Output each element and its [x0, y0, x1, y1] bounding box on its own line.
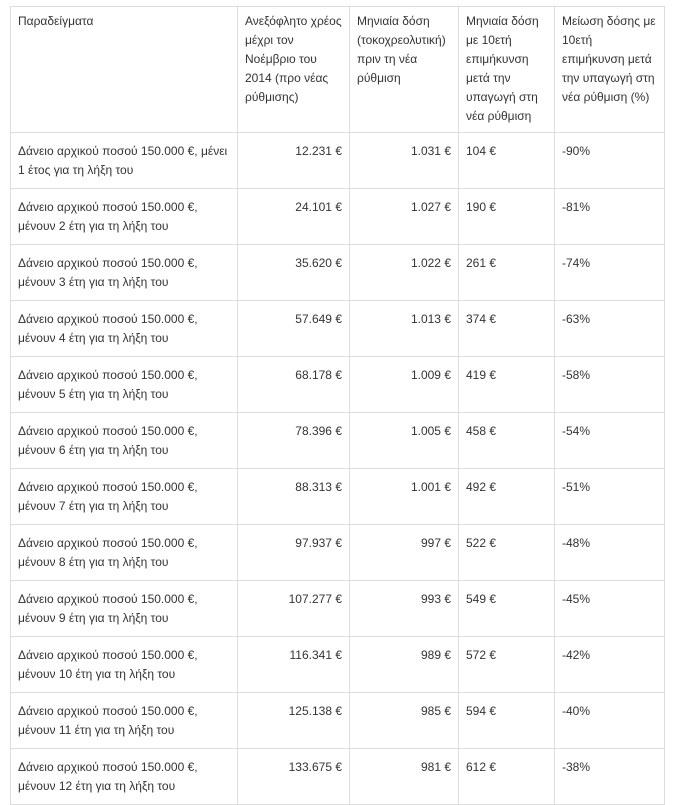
cell-example: Δάνειο αρχικού ποσού 150.000 €, μένουν 2 έτη για τη λήξη του — [11, 189, 238, 245]
cell-installment-after: 572 € — [459, 637, 555, 693]
cell-installment-after: 549 € — [459, 581, 555, 637]
table-header — [11, 7, 665, 133]
table-body — [11, 133, 665, 805]
cell-reduction: -48% — [555, 525, 665, 581]
cell-reduction: -90% — [555, 133, 665, 189]
cell-installment-after: 522 € — [459, 525, 555, 581]
cell-example: Δάνειο αρχικού ποσού 150.000 €, μένουν 6 έτη για τη λήξη του — [11, 413, 238, 469]
cell-example: Δάνειο αρχικού ποσού 150.000 €, μένουν 4 έτη για τη λήξη του — [11, 301, 238, 357]
cell-installment-after: 190 € — [459, 189, 555, 245]
cell-installment-after: 612 € — [459, 749, 555, 805]
table-row — [11, 245, 665, 301]
table-row — [11, 749, 665, 805]
table-row — [11, 693, 665, 749]
header-installment-after: Μηνιαία δόση με 10ετή επιμήκυνση μετά την υπαγωγή στη νέα ρύθμιση — [459, 7, 555, 133]
cell-installment-before: 1.027 € — [350, 189, 459, 245]
cell-installment-before: 989 € — [350, 637, 459, 693]
cell-outstanding-debt: 57.649 € — [238, 301, 350, 357]
table-row — [11, 525, 665, 581]
cell-outstanding-debt: 24.101 € — [238, 189, 350, 245]
cell-reduction: -54% — [555, 413, 665, 469]
cell-outstanding-debt: 68.178 € — [238, 357, 350, 413]
cell-installment-before: 997 € — [350, 525, 459, 581]
cell-reduction: -63% — [555, 301, 665, 357]
cell-reduction: -74% — [555, 245, 665, 301]
table-row — [11, 189, 665, 245]
table-row — [11, 133, 665, 189]
cell-installment-before: 1.005 € — [350, 413, 459, 469]
table-row — [11, 301, 665, 357]
cell-installment-after: 594 € — [459, 693, 555, 749]
cell-installment-before: 993 € — [350, 581, 459, 637]
table-row — [11, 413, 665, 469]
header-outstanding-debt: Ανεξόφλητο χρέος μέχρι τον Νοέμβριο του 2014 (προ νέας ρύθμισης) — [238, 7, 350, 133]
cell-example: Δάνειο αρχικού ποσού 150.000 €, μένουν 5 έτη για τη λήξη του — [11, 357, 238, 413]
cell-outstanding-debt: 116.341 € — [238, 637, 350, 693]
cell-installment-before: 1.022 € — [350, 245, 459, 301]
header-reduction: Μείωση δόσης με 10ετή επιμήκυνση μετά την υπαγωγή στη νέα ρύθμιση (%) — [555, 7, 665, 133]
cell-installment-before: 981 € — [350, 749, 459, 805]
cell-installment-before: 985 € — [350, 693, 459, 749]
header-row — [11, 7, 665, 133]
cell-outstanding-debt: 88.313 € — [238, 469, 350, 525]
cell-installment-after: 261 € — [459, 245, 555, 301]
table-row — [11, 637, 665, 693]
cell-reduction: -38% — [555, 749, 665, 805]
header-installment-before: Μηνιαία δόση (τοκοχρεολυτική) πριν τη νέα ρύθμιση — [350, 7, 459, 133]
cell-example: Δάνειο αρχικού ποσού 150.000 €, μένει 1 έτος για τη λήξη του — [11, 133, 238, 189]
cell-installment-before: 1.001 € — [350, 469, 459, 525]
cell-example: Δάνειο αρχικού ποσού 150.000 €, μένουν 3 έτη για τη λήξη του — [11, 245, 238, 301]
cell-example: Δάνειο αρχικού ποσού 150.000 €, μένουν 8 έτη για τη λήξη του — [11, 525, 238, 581]
cell-installment-after: 104 € — [459, 133, 555, 189]
cell-outstanding-debt: 125.138 € — [238, 693, 350, 749]
cell-example: Δάνειο αρχικού ποσού 150.000 €, μένουν 7 έτη για τη λήξη του — [11, 469, 238, 525]
cell-installment-after: 419 € — [459, 357, 555, 413]
cell-outstanding-debt: 133.675 € — [238, 749, 350, 805]
loan-examples-table — [10, 6, 665, 805]
cell-example: Δάνειο αρχικού ποσού 150.000 €, μένουν 11 έτη για τη λήξη του — [11, 693, 238, 749]
table-row — [11, 469, 665, 525]
cell-installment-after: 492 € — [459, 469, 555, 525]
cell-example: Δάνειο αρχικού ποσού 150.000 €, μένουν 10 έτη για τη λήξη του — [11, 637, 238, 693]
cell-example: Δάνειο αρχικού ποσού 150.000 €, μένουν 9 έτη για τη λήξη του — [11, 581, 238, 637]
cell-reduction: -42% — [555, 637, 665, 693]
cell-reduction: -58% — [555, 357, 665, 413]
cell-outstanding-debt: 35.620 € — [238, 245, 350, 301]
cell-installment-after: 374 € — [459, 301, 555, 357]
cell-reduction: -51% — [555, 469, 665, 525]
cell-outstanding-debt: 78.396 € — [238, 413, 350, 469]
cell-reduction: -45% — [555, 581, 665, 637]
header-examples: Παραδείγματα — [11, 7, 238, 133]
cell-installment-before: 1.009 € — [350, 357, 459, 413]
loan-examples-table-container — [10, 6, 664, 805]
cell-reduction: -81% — [555, 189, 665, 245]
table-row — [11, 357, 665, 413]
cell-reduction: -40% — [555, 693, 665, 749]
cell-outstanding-debt: 12.231 € — [238, 133, 350, 189]
cell-example: Δάνειο αρχικού ποσού 150.000 €, μένουν 12 έτη για τη λήξη του — [11, 749, 238, 805]
cell-installment-before: 1.013 € — [350, 301, 459, 357]
cell-installment-after: 458 € — [459, 413, 555, 469]
cell-outstanding-debt: 107.277 € — [238, 581, 350, 637]
table-row — [11, 581, 665, 637]
cell-installment-before: 1.031 € — [350, 133, 459, 189]
cell-outstanding-debt: 97.937 € — [238, 525, 350, 581]
